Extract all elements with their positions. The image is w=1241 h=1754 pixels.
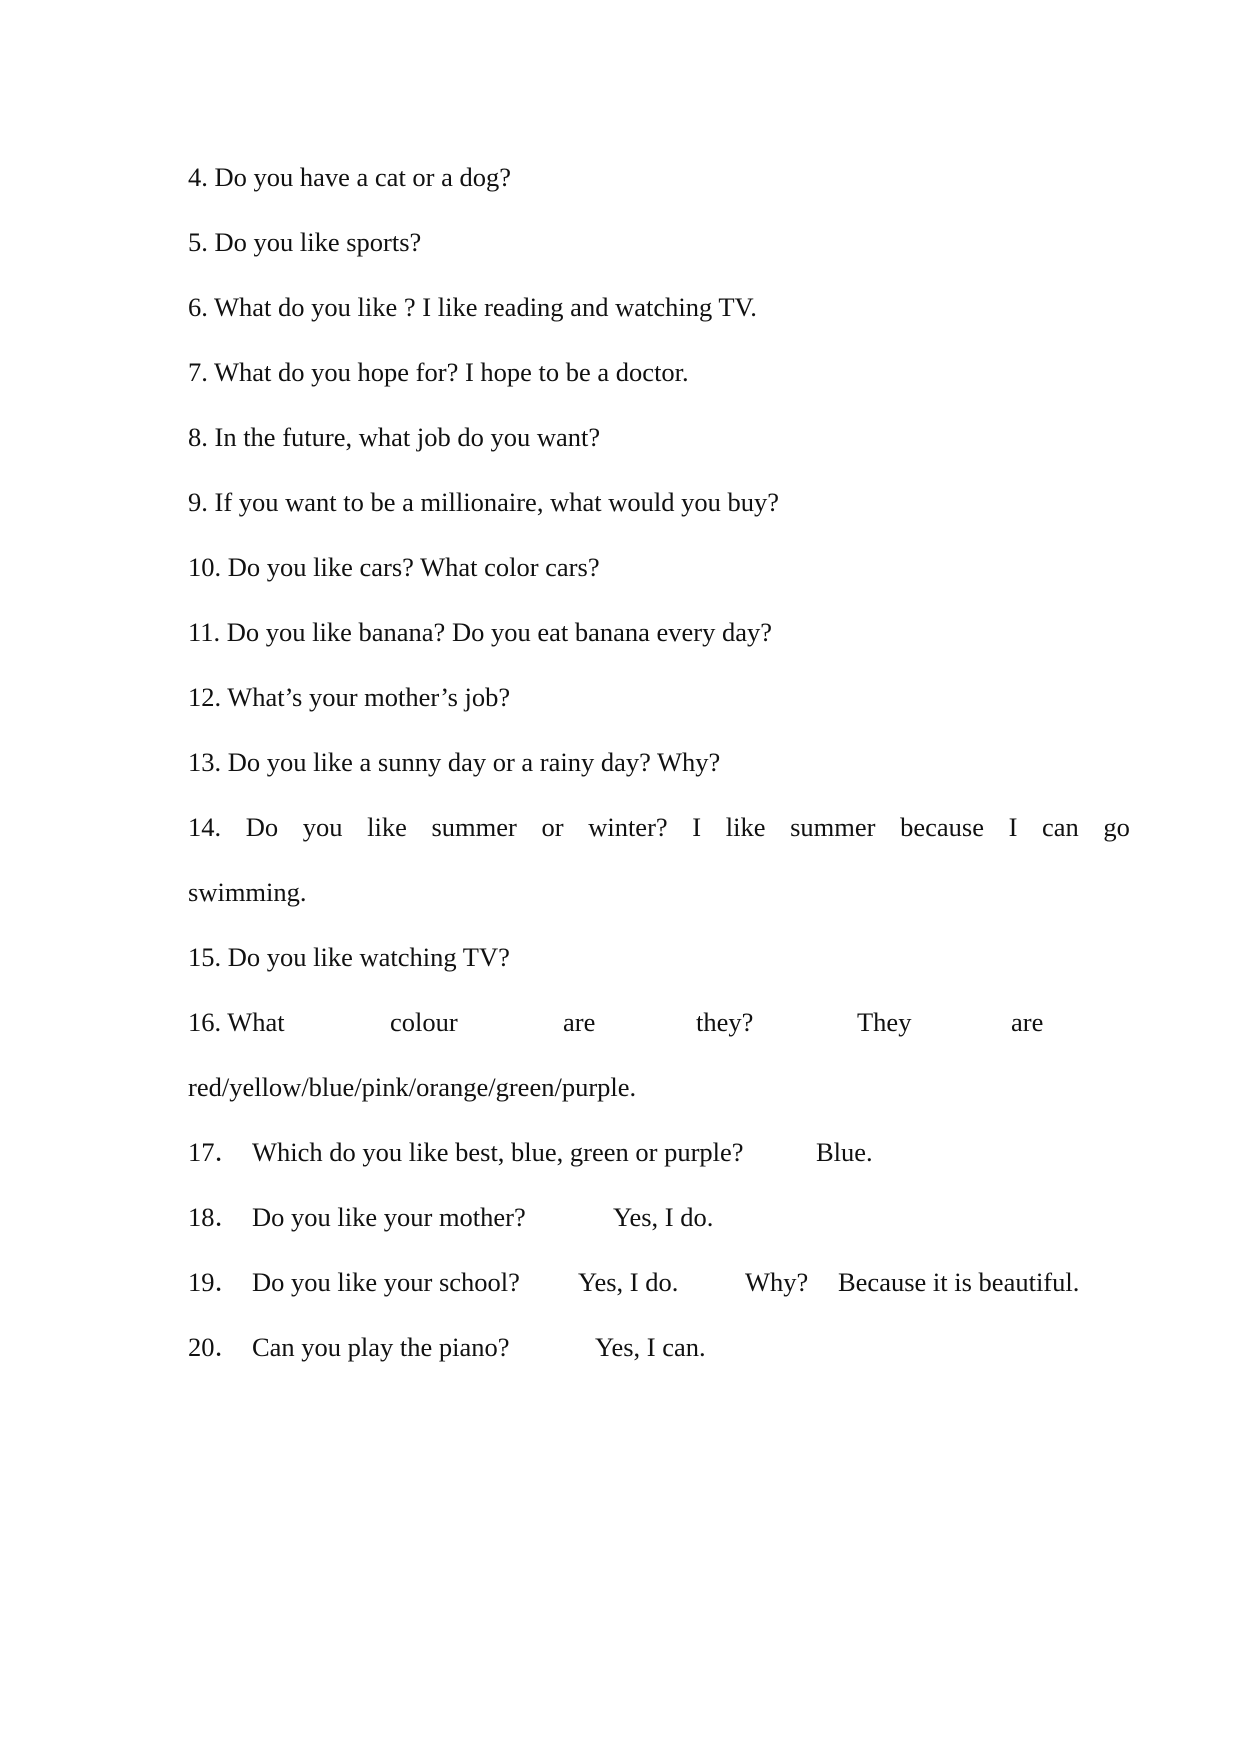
question-9: 9. If you want to be a millionaire, what would you buy? bbox=[188, 487, 779, 517]
question-20-answer: Yes, I can. bbox=[595, 1332, 706, 1362]
question-14-line-1: 14. Do you like summer or winter? I like summer because I can go bbox=[188, 812, 1130, 842]
list-item bbox=[188, 1135, 1048, 1200]
question-5: 5. Do you like sports? bbox=[188, 227, 422, 257]
list-item-continuation bbox=[188, 1070, 1048, 1135]
list-item bbox=[188, 290, 1048, 355]
question-16-word: colour bbox=[390, 1007, 458, 1037]
list-item bbox=[188, 485, 1048, 550]
question-11: 11. Do you like banana? Do you eat banana every day? bbox=[188, 617, 772, 647]
list-item bbox=[188, 615, 1048, 680]
question-20-text: Can you play the piano? bbox=[252, 1332, 510, 1362]
question-16-line-2: red/yellow/blue/pink/orange/green/purple. bbox=[188, 1072, 637, 1102]
list-item bbox=[188, 940, 1048, 1005]
question-18-answer: Yes, I do. bbox=[613, 1202, 714, 1232]
question-18-text: Do you like your mother? bbox=[252, 1202, 526, 1232]
list-item bbox=[188, 810, 1130, 875]
question-19-because: Because it is beautiful. bbox=[838, 1267, 1080, 1297]
question-17-number: 17． bbox=[188, 1137, 241, 1167]
question-18-number: 18． bbox=[188, 1202, 241, 1232]
question-7: 7. What do you hope for? I hope to be a doctor. bbox=[188, 357, 689, 387]
question-19-number: 19． bbox=[188, 1267, 241, 1297]
question-4: 4. Do you have a cat or a dog? bbox=[188, 162, 512, 192]
list-item bbox=[188, 160, 1048, 225]
question-15: 15. Do you like watching TV? bbox=[188, 942, 510, 972]
question-6: 6. What do you like ? I like reading and watching TV. bbox=[188, 292, 757, 322]
list-item bbox=[188, 225, 1048, 290]
question-19-why: Why? bbox=[745, 1267, 809, 1297]
question-17-text: Which do you like best, blue, green or purple? bbox=[252, 1137, 744, 1167]
question-8: 8. In the future, what job do you want? bbox=[188, 422, 601, 452]
list-item bbox=[188, 1330, 1048, 1395]
list-item-continuation bbox=[188, 875, 1048, 940]
question-16-word: They bbox=[857, 1007, 912, 1037]
question-20-number: 20． bbox=[188, 1332, 241, 1362]
list-item bbox=[188, 1005, 1048, 1070]
question-16-word: 16. What bbox=[188, 1007, 285, 1037]
question-12: 12. What’s your mother’s job? bbox=[188, 682, 511, 712]
list-item bbox=[188, 550, 1048, 615]
question-14-line-2: swimming. bbox=[188, 877, 307, 907]
question-19-answer: Yes, I do. bbox=[578, 1267, 679, 1297]
list-item bbox=[188, 1200, 1048, 1265]
question-19-text: Do you like your school? bbox=[252, 1267, 520, 1297]
question-16-word: are bbox=[563, 1007, 596, 1037]
list-item bbox=[188, 680, 1048, 745]
question-list bbox=[188, 160, 1130, 1395]
list-item bbox=[188, 355, 1048, 420]
question-17-answer: Blue. bbox=[816, 1137, 873, 1167]
list-item bbox=[188, 745, 1048, 810]
question-13: 13. Do you like a sunny day or a rainy day? Why? bbox=[188, 747, 721, 777]
question-10: 10. Do you like cars? What color cars? bbox=[188, 552, 600, 582]
list-item bbox=[188, 420, 1048, 485]
question-16-word: they? bbox=[696, 1007, 754, 1037]
list-item bbox=[188, 1265, 1080, 1330]
question-16-word: are bbox=[1011, 1007, 1044, 1037]
